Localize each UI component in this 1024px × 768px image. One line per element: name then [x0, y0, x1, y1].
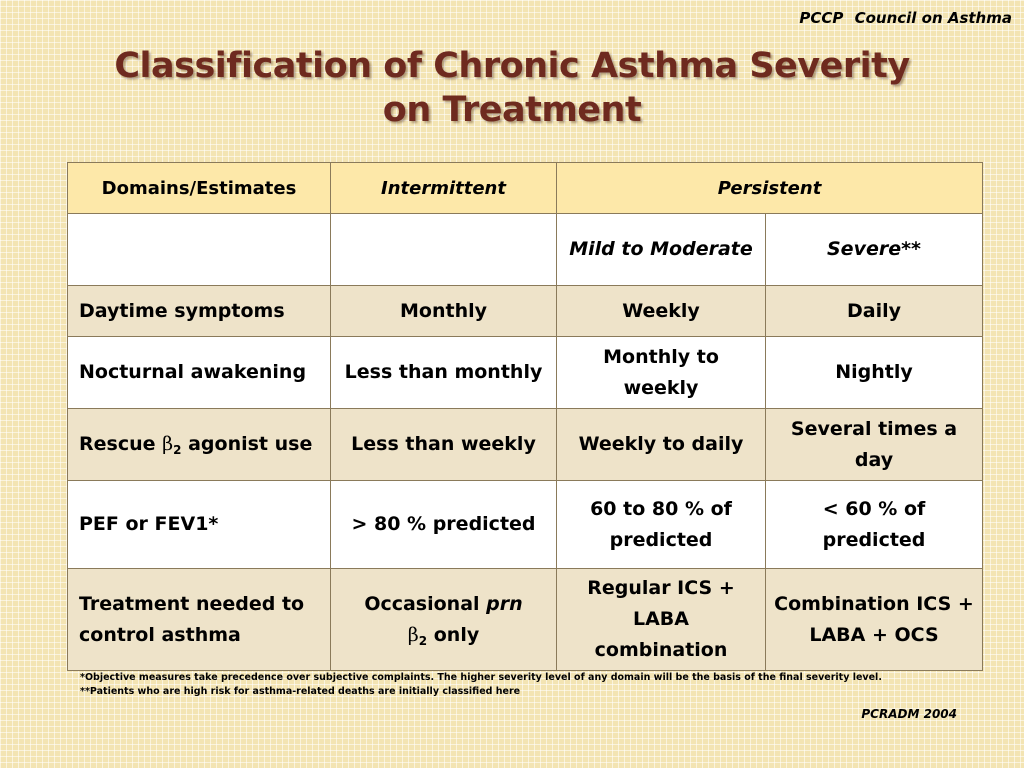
footnotes — [80, 671, 882, 699]
table-row — [68, 337, 983, 409]
organization-label — [799, 9, 1012, 27]
mild-moderate-cell: Weekly to daily — [557, 409, 766, 481]
severe-cell: Several times a day — [766, 409, 983, 481]
header-severe: Severe** — [766, 214, 983, 286]
domain-cell: Treatment needed to control asthma — [68, 569, 331, 671]
domain-cell: Daytime symptoms — [68, 286, 331, 337]
intermittent-cell: Less than weekly — [331, 409, 557, 481]
table-row — [68, 481, 983, 569]
header-intermittent: Intermittent — [331, 163, 557, 214]
intermittent-suffix: only — [433, 623, 480, 646]
title-line-1: Classification of Chronic Asthma Severity — [114, 46, 910, 86]
mild-moderate-cell: Monthly to weekly — [557, 337, 766, 409]
header-mild-to-moderate: Mild to Moderate — [557, 214, 766, 286]
severe-cell: Nightly — [766, 337, 983, 409]
council-name: Council on Asthma — [854, 9, 1012, 27]
table-row — [68, 286, 983, 337]
domain-cell: Nocturnal awakening — [68, 337, 331, 409]
severe-cell: Combination ICS + LABA + OCS — [766, 569, 983, 671]
mild-moderate-cell: 60 to 80 % of predicted — [557, 481, 766, 569]
domain-cell — [68, 409, 331, 481]
footnote-high-risk: **Patients who are high risk for asthma-related deaths are initially classified here — [80, 686, 521, 697]
intermittent-cell: Monthly — [331, 286, 557, 337]
severe-cell: < 60 % of predicted — [766, 481, 983, 569]
source-citation: PCRADM 2004 — [861, 707, 957, 721]
intermittent-cell — [331, 569, 557, 671]
empty-cell — [68, 214, 331, 286]
domain-prefix: Rescue — [79, 433, 156, 455]
beta-symbol: β — [162, 433, 174, 455]
footnote-objective-measures: *Objective measures take precedence over subjective complaints. The higher severity level of any domain will be the basis of the final severity level. — [80, 672, 882, 683]
table-row — [68, 409, 983, 481]
intermittent-cell: Less than monthly — [331, 337, 557, 409]
table-header-row — [68, 163, 983, 214]
beta-subscript: 2 — [173, 443, 182, 457]
intermittent-cell: > 80 % predicted — [331, 481, 557, 569]
title-line-2: on Treatment — [382, 90, 642, 130]
org-name: PCCP — [799, 9, 844, 27]
prn-label: prn — [486, 592, 523, 615]
beta-symbol: β — [407, 623, 419, 646]
header-persistent: Persistent — [557, 163, 983, 214]
intermittent-prefix: Occasional — [364, 592, 480, 615]
beta-subscript: 2 — [418, 633, 428, 648]
domain-cell: PEF or FEV1* — [68, 481, 331, 569]
subheader-row — [68, 214, 983, 286]
empty-cell — [331, 214, 557, 286]
slide-title — [40, 44, 984, 132]
severe-cell: Daily — [766, 286, 983, 337]
severity-table — [67, 162, 983, 671]
domain-suffix: agonist use — [188, 433, 313, 455]
mild-moderate-cell: Weekly — [557, 286, 766, 337]
mild-moderate-cell: Regular ICS + LABA combination — [557, 569, 766, 671]
header-domains: Domains/Estimates — [68, 163, 331, 214]
table-row — [68, 569, 983, 671]
